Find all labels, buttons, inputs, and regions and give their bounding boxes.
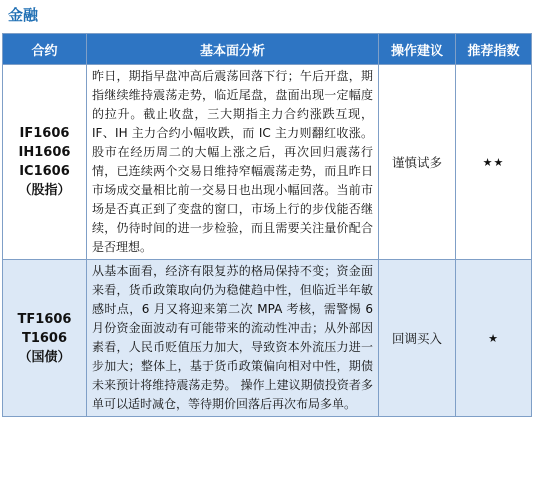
rating-stars: ★ <box>456 260 532 417</box>
header-suggestion: 操作建议 <box>379 34 456 65</box>
analysis-cell: 昨日，期指早盘冲高后震荡回落下行；午后开盘，期指继续维持震荡走势，临近尾盘，盘面出现一定幅度的拉升。截止收盘，三大期指主力合约涨跌互现，IF、IH 主力合约小幅收跌，而 IC 主力则翻红收涨。股市在经历周二的大幅上涨之后，再次回归震荡行情，已连续两个交易日维持窄幅震荡走势，而且昨日市场成交量相比前一交易日也出现小幅回落。当前市场是否真正到了变盘的窗口，市场上行的步伐能否继续，仍待时间的进一步检验，而且需要关注量价配合是否理想。 <box>87 65 379 260</box>
rating-stars: ★★ <box>456 65 532 260</box>
header-analysis: 基本面分析 <box>87 34 379 65</box>
contract-code: T1606 <box>21 330 68 346</box>
table-row-stock-index <box>3 65 532 260</box>
header-rating: 推荐指数 <box>456 34 532 65</box>
header-row <box>3 34 532 65</box>
contract-code: IC1606 <box>19 164 70 179</box>
contract-code: IF1606 <box>19 126 70 141</box>
section-title: 金融 <box>8 6 39 24</box>
contract-category: （股指） <box>18 183 71 198</box>
table-row-treasury <box>3 260 532 417</box>
suggestion-cell: 回调买入 <box>379 260 456 417</box>
contract-cell <box>3 65 87 260</box>
suggestion-cell: 谨慎试多 <box>379 65 456 260</box>
contract-code: IH1606 <box>18 145 71 160</box>
analysis-cell: 从基本面看，经济有限复苏的格局保持不变；资金面来看，货币政策取向仍为稳健趋中性，但临近半年敏感时点，6 月又将迎来第二次 MPA 考核，需警惕 6 月份资金面波动有可能带来的流动性冲击；从外部因素看，人民币贬值压力加大，导致资本外流压力进一步加大；整体上，基于货币政策偏向相对中性，期债未来预计将维持震荡走势。 操作上建议期债投资者多单可以适时减仓，等待期价回落后再次布局多单。 <box>87 260 379 417</box>
contract-category: （国债） <box>18 349 71 365</box>
futures-table <box>2 33 532 417</box>
contract-code: TF1606 <box>17 311 72 327</box>
header-contract: 合约 <box>3 34 87 65</box>
contract-cell <box>3 260 87 417</box>
